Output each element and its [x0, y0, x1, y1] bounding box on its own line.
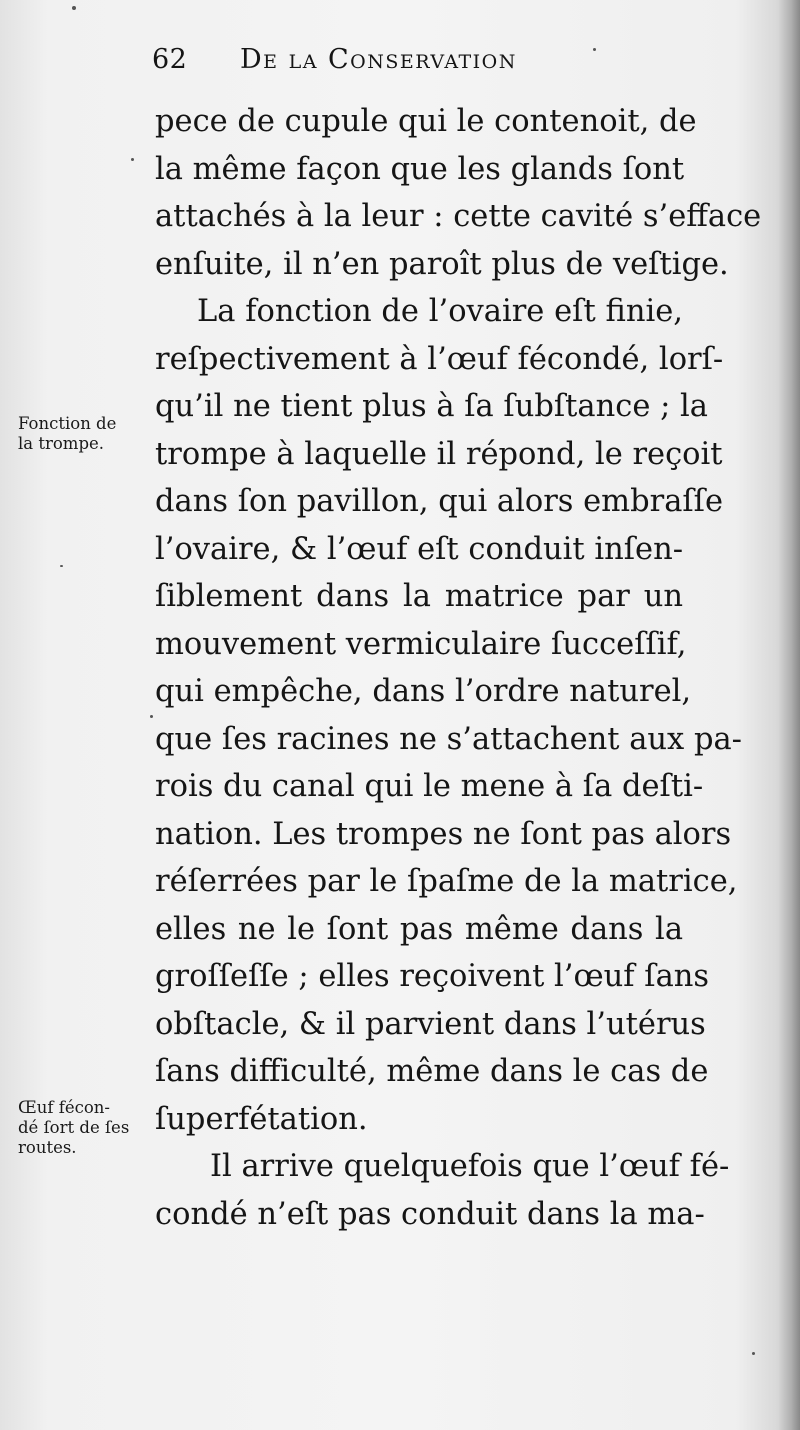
text-line: enſuite, il n’en paroît plus de veſtige. — [155, 246, 729, 282]
paper-speck — [752, 1352, 755, 1355]
text-line: rois du canal qui le mene à ſa deſti- — [155, 769, 704, 804]
text-line: condé n’eſt pas conduit dans la ma- — [155, 1196, 705, 1232]
text-line: obſtacle, & il parvient dans l’utérus — [155, 1006, 706, 1042]
text-line: la même façon que les glands ſont — [155, 151, 685, 187]
margin-note-line: dé ſort de ſes — [18, 1118, 130, 1137]
paper-speck — [150, 715, 153, 718]
text-line: trompe à laquelle il répond, le reçoit — [155, 436, 723, 472]
paper-speck — [72, 6, 76, 10]
page-number: 62 — [152, 44, 188, 75]
margin-note-line: Œuf fécon- — [18, 1098, 110, 1117]
text-line: dans ſon pavillon, qui alors embraſſe — [155, 484, 724, 519]
margin-note-trompe — [18, 414, 158, 454]
text-line: l’ovaire, & l’œuf eſt conduit inſen- — [155, 531, 684, 567]
text-line: groſſeſſe ; elles reçoivent l’œuf ſans — [155, 959, 710, 994]
main-text — [155, 98, 762, 1238]
paper-speck — [60, 565, 63, 567]
text-line: mouvement vermiculaire ſucceſſif, — [155, 626, 687, 662]
text-line: La fonction de l’ovaire eſt finie, — [197, 294, 683, 329]
margin-note-oeuf — [18, 1098, 158, 1158]
text-line: réſerrées par le ſpaſme de la matrice, — [155, 864, 738, 899]
running-title: De la Conservation — [240, 44, 517, 75]
paper-speck — [593, 48, 596, 51]
running-head — [150, 44, 600, 84]
text-line: qu’il ne tient plus à ſa ſubſtance ; la — [155, 389, 708, 424]
text-line: ſiblement dans la matrice par un — [155, 579, 683, 614]
text-line: nation. Les trompes ne ſont pas alors — [155, 816, 732, 852]
text-line: reſpectivement à l’œuf fécondé, lorſ- — [155, 341, 724, 377]
page-edge-shadow — [778, 0, 800, 1430]
margin-note-line: routes. — [18, 1138, 77, 1157]
text-line: elles ne le ſont pas même dans la — [155, 911, 683, 947]
text-line: pece de cupule qui le contenoit, de — [155, 104, 697, 139]
text-line: que ſes racines ne s’attachent aux pa- — [155, 721, 742, 757]
margin-note-line: la trompe. — [18, 434, 105, 453]
text-line: ſans difficulté, même dans le cas de — [155, 1054, 709, 1089]
text-line: ſuperfétation. — [155, 1101, 368, 1137]
text-line: qui empêche, dans l’ordre naturel, — [155, 674, 692, 709]
margin-note-line: Fonction de — [18, 414, 117, 433]
paper-speck — [131, 158, 134, 161]
text-line: attachés à la leur : cette cavité s’efface — [155, 199, 762, 234]
text-line: Il arrive quelquefois que l’œuf fé- — [210, 1149, 730, 1184]
